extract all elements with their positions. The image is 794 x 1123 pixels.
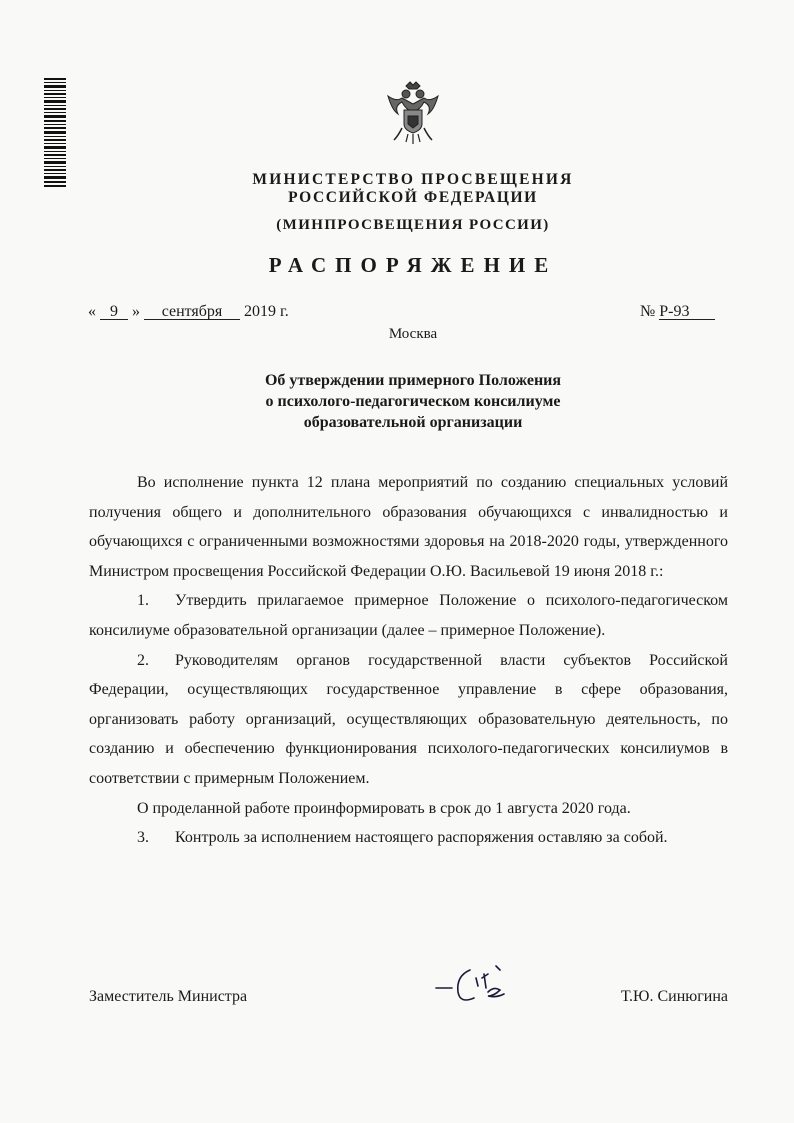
number-value: Р-93 <box>659 304 715 320</box>
item-number: 3. <box>137 829 149 847</box>
item-text: Руководителям органов государственной власти субъектов Российской Федерации, осуществляющих государственное управление в сфере образования, организовать работу организаций, осуществляющих образовательную деятельность, по созданию и обеспечению функционирования психолого-педагогических консилиумов в соответствии с примерным Положением. <box>89 651 728 787</box>
barcode-icon <box>44 78 72 188</box>
date-month: сентября <box>144 304 240 320</box>
title-line-2: о психолого-педагогическом консилиуме <box>265 393 561 410</box>
handwritten-signature-icon <box>430 958 520 1012</box>
document-title <box>150 370 676 433</box>
item-text: Утвердить прилагаемое примерное Положение о психолого-педагогическом консилиуме образовательной организации (далее – примерное Положение). <box>89 592 728 639</box>
ministry-line-1: МИНИСТЕРСТВО ПРОСВЕЩЕНИЯ <box>252 171 574 188</box>
document-number <box>640 303 715 321</box>
date-day: 9 <box>100 304 128 320</box>
open-quote: « <box>88 303 96 320</box>
document-body <box>89 468 728 853</box>
list-item <box>89 646 728 794</box>
signer-name: Т.Ю. Синюгина <box>620 988 728 1005</box>
ministry-name <box>200 171 626 207</box>
title-line-1: Об утверждении примерного Положения <box>264 372 562 389</box>
list-item <box>89 794 728 824</box>
close-quote: » <box>132 303 140 320</box>
ministry-abbreviation: (МИНПРОСВЕЩЕНИЯ РОССИИ) <box>276 217 550 233</box>
item-number: 1. <box>137 592 149 610</box>
item-text: О проделанной работе проинформировать в срок до 1 августа 2020 года. <box>137 799 631 817</box>
list-item <box>89 823 728 853</box>
russian-coat-of-arms-icon <box>384 80 442 146</box>
ministry-line-2: РОССИЙСКОЙ ФЕДЕРАЦИИ <box>288 189 538 206</box>
list-item <box>89 586 728 645</box>
city: Москва <box>388 326 438 342</box>
item-text: Контроль за исполнением настоящего распоряжения оставляю за собой. <box>175 829 668 847</box>
document-date <box>88 303 289 321</box>
number-label: № <box>640 303 656 320</box>
signer-role: Заместитель Министра <box>89 988 248 1005</box>
document-type: РАСПОРЯЖЕНИЕ <box>268 253 558 277</box>
title-line-3: образовательной организации <box>303 414 523 431</box>
intro-paragraph: Во исполнение пункта 12 плана мероприятий по созданию специальных условий получения общего и дополнительного образования обучающихся с инвалидностью и обучающихся с ограниченными возможностями здоровья на 2018-2020 годы, утвержденного Министром просвещения Российской Федерации О.Ю. Васильевой 19 июня 2018 г.: <box>89 474 728 580</box>
date-year: 2019 г. <box>244 303 289 320</box>
item-number: 2. <box>137 651 149 669</box>
